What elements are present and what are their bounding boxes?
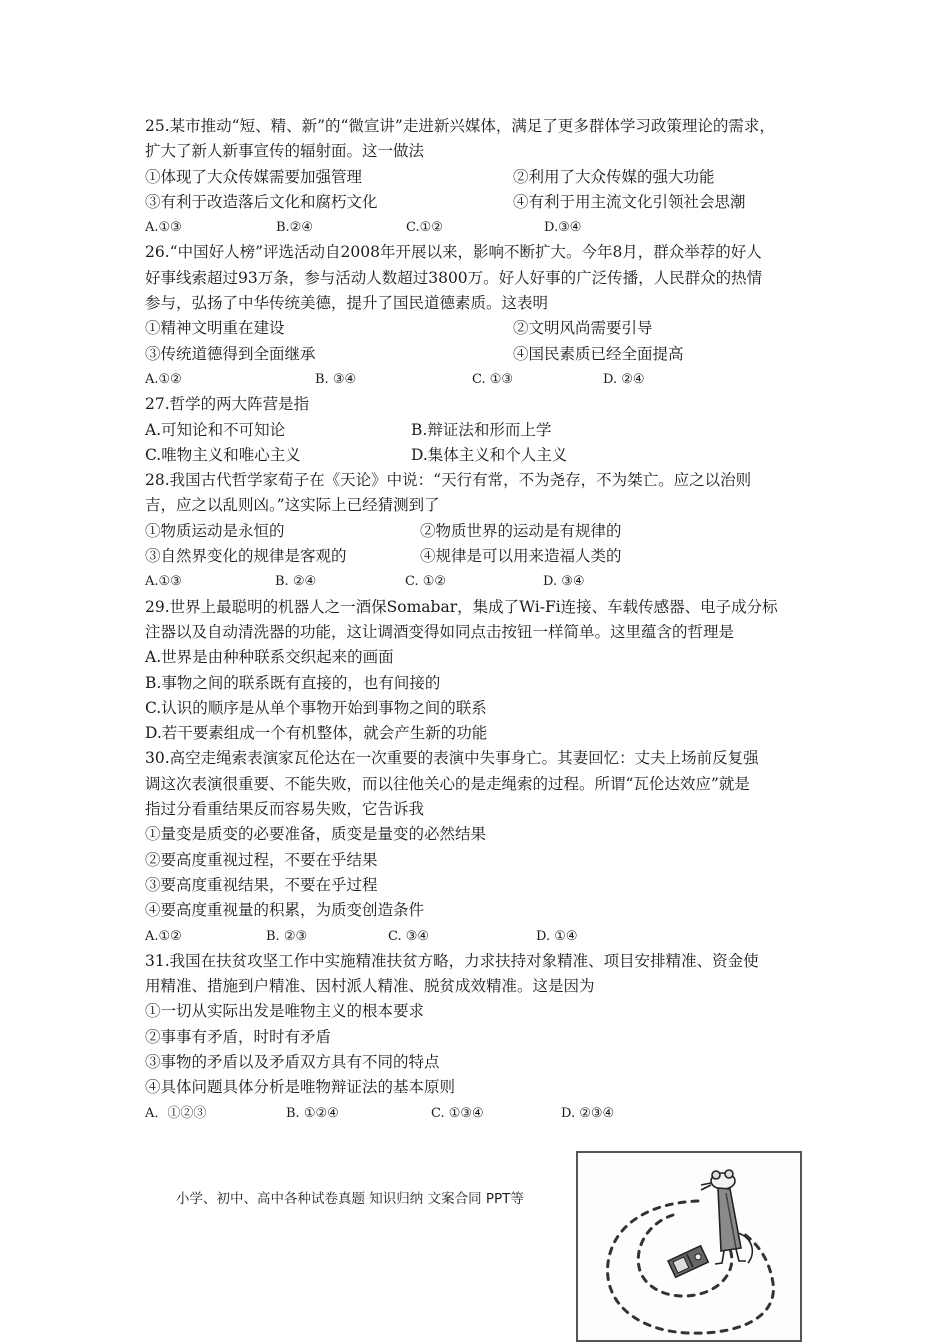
option-row	[145, 342, 817, 367]
question-stem: 好事线索超过93万条，参与活动人数超过3800万。好人好事的广泛传播，人民群众的热情	[145, 268, 763, 287]
question-stem: 30.高空走绳索表演家瓦伦达在一次重要的表演中失事身亡。其妻回忆：丈夫上场前反复强	[145, 749, 759, 768]
choice-a: A.①②	[145, 928, 182, 944]
choice-b: B.事物之间的联系既有直接的，也有间接的	[145, 673, 441, 692]
question-stem: 调这次表演很重要、不能失败，而以往他关心的是走绳索的过程。所谓“瓦伦达效应”就是	[145, 774, 750, 793]
cartoon-illustration	[576, 1151, 802, 1342]
choice-d: D.集体主义和个人主义	[411, 445, 568, 464]
choice-a: A．①②③	[145, 1105, 207, 1121]
option-row	[145, 190, 817, 215]
option-3: ③事物的矛盾以及矛盾双方具有不同的特点	[145, 1052, 440, 1071]
choice-c: C. ①③	[472, 371, 514, 387]
option-1: ①一切从实际出发是唯物主义的根本要求	[145, 1002, 425, 1021]
question-stem: 27.哲学的两大阵营是指	[145, 395, 310, 414]
question-stem: 26.“中国好人榜”评选活动自2008年开展以来，影响不断扩大。今年8月，群众举荐的好人	[145, 243, 762, 262]
option-3: ③自然界变化的规律是客观的	[145, 547, 347, 566]
option-1: ①体现了大众传媒需要加强管理	[145, 167, 363, 186]
option-2: ②利用了大众传媒的强大功能	[513, 167, 715, 186]
choice-d: D. ③④	[543, 574, 585, 590]
question-27	[145, 392, 817, 468]
choice-b: B.辩证法和形而上学	[411, 420, 552, 439]
choice-d: D. ②④	[603, 371, 645, 387]
choice-b: B. ③④	[315, 371, 357, 387]
choice-c: C.认识的顺序是从单个事物开始到事物之间的联系	[145, 698, 487, 717]
choice-a: A.①②	[145, 371, 182, 387]
question-30	[145, 746, 817, 948]
option-row	[145, 519, 817, 544]
mousetrap	[668, 1246, 708, 1278]
option-3: ③有利于改造落后文化和腐朽文化	[145, 192, 378, 211]
option-1: ①量变是质变的必要准备，质变是量变的必然结果	[145, 825, 487, 844]
option-4: ④规律是可以用来造福人类的	[420, 547, 622, 566]
choice-a: A.世界是由种种联系交织起来的画面	[145, 648, 394, 667]
choice-a: A.①③	[145, 220, 182, 236]
choice-b: B. ②④	[275, 574, 317, 590]
answer-choices	[145, 569, 817, 594]
choice-c: C. ③④	[388, 928, 430, 944]
question-stem: 29.世界上最聪明的机器人之一酒保Somabar，集成了Wi-Fi连接、车载传感器、电子成分标	[145, 597, 778, 616]
question-26	[145, 240, 817, 392]
choice-a: A.①③	[145, 574, 182, 590]
choice-d: D. ②③④	[561, 1105, 615, 1121]
option-4: ④有利于用主流文化引领社会思潮	[513, 192, 746, 211]
choice-d: D.③④	[544, 220, 582, 236]
answer-choices	[145, 215, 817, 240]
option-2: ②物质世界的运动是有规律的	[420, 521, 622, 540]
question-29	[145, 595, 817, 747]
option-3: ③要高度重视结果，不要在乎过程	[145, 875, 378, 894]
question-stem: 吉，应之以乱则凶。”这实际上已经猜测到了	[145, 496, 440, 515]
mouse-figure	[701, 1170, 752, 1264]
option-row	[145, 165, 817, 190]
choice-d: D. ①④	[536, 928, 578, 944]
answer-choices	[145, 924, 817, 949]
option-row	[145, 443, 817, 468]
question-column	[145, 114, 817, 1126]
option-1: ①精神文明重在建设	[145, 319, 285, 338]
option-2: ②事事有矛盾，时时有矛盾	[145, 1027, 332, 1046]
question-stem: 28.我国古代哲学家荀子在《天论》中说：“天行有常，不为尧存，不为桀亡。应之以治则	[145, 471, 752, 490]
choice-c: C. ①②	[405, 574, 447, 590]
choice-b: B.②④	[276, 220, 313, 236]
footer-ad-text: 小学、初中、高中各种试卷真题 知识归纳 文案合同 PPT等	[176, 1191, 524, 1207]
question-stem: 25.某市推动“短、精、新”的“微宣讲”走进新兴媒体，满足了更多群体学习政策理论的需求，	[145, 117, 775, 135]
option-2: ②文明风尚需要引导	[513, 319, 653, 338]
answer-choices	[145, 1101, 817, 1126]
question-stem: 注器以及自动清洗器的功能，这让调酒变得如同点击按钮一样简单。这里蕴含的哲理是	[145, 622, 735, 641]
answer-choices	[145, 367, 817, 392]
question-stem: 参与，弘扬了中华传统美德，提升了国民道德素质。这表明	[145, 294, 549, 313]
option-row	[145, 418, 817, 443]
choice-b: B. ②③	[266, 928, 308, 944]
option-row	[145, 544, 817, 569]
choice-c: C.唯物主义和唯心主义	[145, 445, 301, 464]
option-4: ④要高度重视量的积累，为质变创造条件	[145, 901, 425, 920]
choice-a: A.可知论和不可知论	[145, 420, 286, 439]
question-31	[145, 949, 817, 1126]
question-25	[145, 114, 817, 240]
option-row	[145, 316, 817, 341]
option-1: ①物质运动是永恒的	[145, 521, 285, 540]
choice-c: C. ①③④	[431, 1105, 484, 1121]
option-2: ②要高度重视过程，不要在乎结果	[145, 850, 378, 869]
question-28	[145, 468, 817, 594]
question-stem: 指过分看重结果反而容易失败，它告诉我	[145, 800, 425, 819]
question-stem: 用精准、措施到户精准、因村派人精准、脱贫成效精准。这是因为	[145, 977, 595, 996]
option-3: ③传统道德得到全面继承	[145, 344, 316, 363]
choice-c: C.①②	[406, 220, 443, 236]
question-stem: 31.我国在扶贫攻坚工作中实施精准扶贫方略，力求扶持对象精准、项目安排精准、资金使	[145, 951, 759, 970]
option-4: ④具体问题具体分析是唯物辩证法的基本原则	[145, 1078, 456, 1097]
choice-d: D.若干要素组成一个有机整体，就会产生新的功能	[145, 724, 488, 743]
mouse-and-trap-drawing	[578, 1153, 800, 1340]
option-4: ④国民素质已经全面提高	[513, 344, 684, 363]
question-stem: 扩大了新人新事宣传的辐射面。这一做法	[145, 142, 425, 161]
choice-b: B. ①②④	[286, 1105, 339, 1121]
